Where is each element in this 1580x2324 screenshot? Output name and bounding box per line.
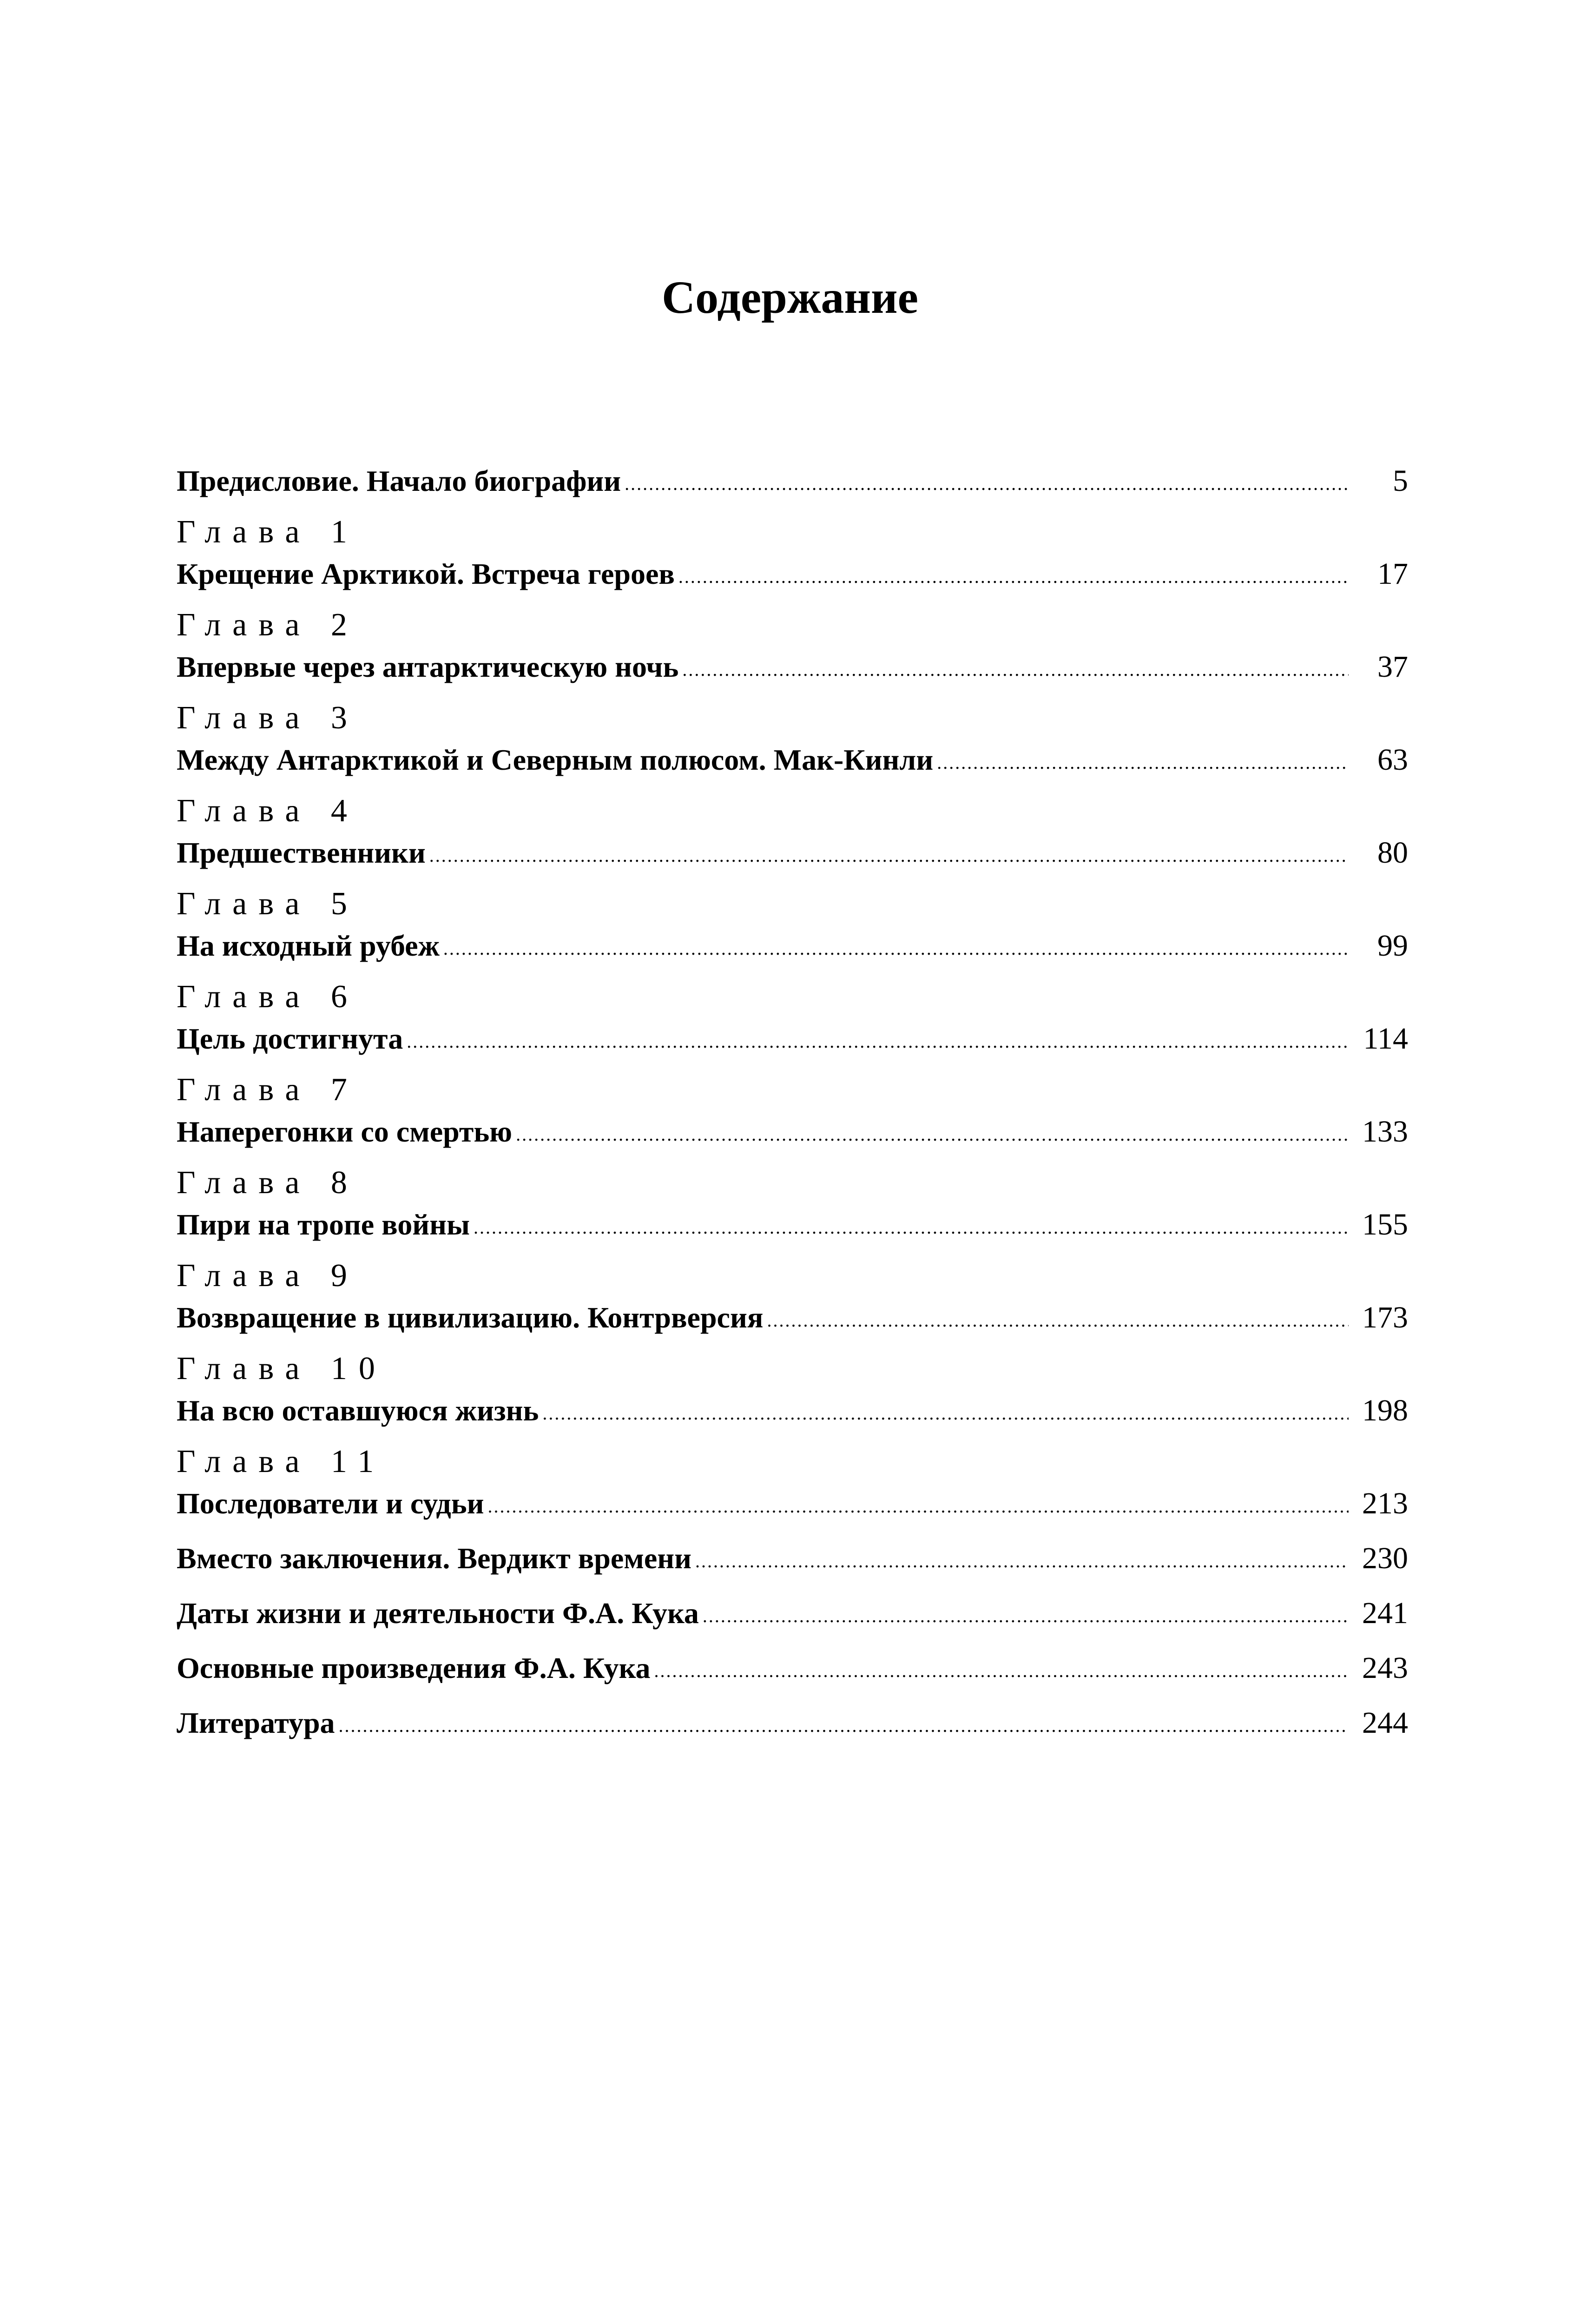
toc-line <box>177 1018 1408 1060</box>
toc-entry-title: Между Антарктикой и Северным полюсом. Мак-Кинли <box>177 743 934 776</box>
dot-leader <box>767 1300 1349 1341</box>
toc-entry <box>177 502 1408 595</box>
toc-entry-title: На исходный рубеж <box>177 929 440 962</box>
dot-leader <box>407 1021 1349 1063</box>
chapter-label: Глава 6 <box>177 979 359 1015</box>
dot-leader <box>625 463 1349 505</box>
dot-leader <box>443 928 1349 970</box>
chapter-label: Глава 3 <box>177 700 359 736</box>
toc-page-number: 173 <box>1362 1301 1408 1334</box>
toc-entry-title: Цель достигнута <box>177 1022 403 1055</box>
dot-leader <box>695 1540 1349 1582</box>
dot-leader <box>703 1595 1349 1637</box>
toc-line <box>177 1297 1408 1339</box>
toc-entry <box>177 1525 1408 1579</box>
toc-entry <box>177 781 1408 874</box>
dot-leader <box>516 1114 1349 1155</box>
toc-line <box>177 1647 1408 1689</box>
toc-entry-title: Пири на тропе войны <box>177 1208 470 1241</box>
toc-entry-title: Даты жизни и деятельности Ф.А. Кука <box>177 1597 699 1630</box>
toc-page-number: 241 <box>1362 1596 1408 1630</box>
toc-entry <box>177 1153 1408 1246</box>
chapter-label: Глава 2 <box>177 607 359 643</box>
chapter-label: Глава 8 <box>177 1165 359 1201</box>
chapter-label: Глава 7 <box>177 1072 359 1108</box>
toc-line <box>177 1702 1408 1744</box>
toc-page-number: 155 <box>1362 1208 1408 1241</box>
toc-entry <box>177 1246 1408 1339</box>
dot-leader <box>682 649 1349 691</box>
toc-entry-title: Предшественники <box>177 836 426 869</box>
toc-entry <box>177 967 1408 1060</box>
chapter-label: Глава 10 <box>177 1351 387 1386</box>
dot-leader <box>429 835 1349 877</box>
dot-leader <box>654 1650 1349 1692</box>
toc-entry-title: Крещение Арктикой. Встреча героев <box>177 557 675 590</box>
toc-line <box>177 1111 1408 1153</box>
toc-line <box>177 1390 1408 1432</box>
dot-leader <box>474 1207 1349 1248</box>
toc-page-number: 5 <box>1393 464 1408 498</box>
dot-leader <box>339 1705 1349 1747</box>
toc-entry <box>177 1339 1408 1432</box>
toc-entry <box>177 595 1408 688</box>
toc-entry <box>177 1060 1408 1153</box>
dot-leader <box>542 1393 1349 1434</box>
toc-entry <box>177 1634 1408 1689</box>
toc-line <box>177 460 1408 502</box>
toc-line <box>177 646 1408 688</box>
toc-page-number: 243 <box>1362 1651 1408 1685</box>
toc-line <box>177 832 1408 874</box>
toc-page-number: 17 <box>1377 557 1408 591</box>
toc-entry <box>177 1432 1408 1525</box>
chapter-label: Глава 5 <box>177 886 359 922</box>
toc-entry-title: Литература <box>177 1706 335 1739</box>
toc-page-number: 37 <box>1377 650 1408 684</box>
toc-entry <box>177 1579 1408 1634</box>
toc-entry-title: Предисловие. Начало биографии <box>177 464 621 497</box>
toc-line <box>177 1204 1408 1246</box>
toc-line <box>177 1592 1408 1634</box>
toc-page-number: 244 <box>1362 1706 1408 1740</box>
dot-leader <box>678 556 1349 598</box>
toc-entry-title: Основные произведения Ф.А. Кука <box>177 1651 651 1684</box>
toc-line <box>177 1538 1408 1579</box>
chapter-label: Глава 1 <box>177 514 359 550</box>
toc-entry <box>177 688 1408 781</box>
table-of-contents <box>177 460 1408 1744</box>
toc-page-number: 198 <box>1362 1393 1408 1427</box>
toc-entry <box>177 460 1408 502</box>
toc-entry-title: Возвращение в цивилизацию. Контрверсия <box>177 1301 764 1334</box>
toc-entry-title: Вместо заключения. Вердикт времени <box>177 1542 692 1575</box>
toc-page-number: 114 <box>1363 1022 1408 1056</box>
toc-page-number: 230 <box>1362 1541 1408 1575</box>
toc-line <box>177 553 1408 595</box>
toc-page-number: 213 <box>1362 1486 1408 1520</box>
page-title: Содержание <box>661 271 919 323</box>
chapter-label: Глава 4 <box>177 793 359 829</box>
toc-entry <box>177 874 1408 967</box>
chapter-label: Глава 9 <box>177 1258 359 1294</box>
toc-page-number: 133 <box>1362 1115 1408 1149</box>
toc-entry-title: Наперегонки со смертью <box>177 1115 513 1148</box>
toc-line <box>177 739 1408 781</box>
dot-leader <box>937 742 1349 784</box>
toc-entry-title: На всю оставшуюся жизнь <box>177 1394 539 1427</box>
chapter-label: Глава 11 <box>177 1444 386 1479</box>
toc-entry <box>177 1689 1408 1744</box>
toc-entry-title: Впервые через антарктическую ночь <box>177 650 679 683</box>
dot-leader <box>487 1486 1349 1527</box>
toc-page-number: 63 <box>1377 743 1408 777</box>
toc-line <box>177 925 1408 967</box>
toc-page-number: 80 <box>1377 836 1408 870</box>
toc-entry-title: Последователи и судьи <box>177 1487 484 1520</box>
toc-line <box>177 1483 1408 1525</box>
toc-page-number: 99 <box>1377 929 1408 963</box>
